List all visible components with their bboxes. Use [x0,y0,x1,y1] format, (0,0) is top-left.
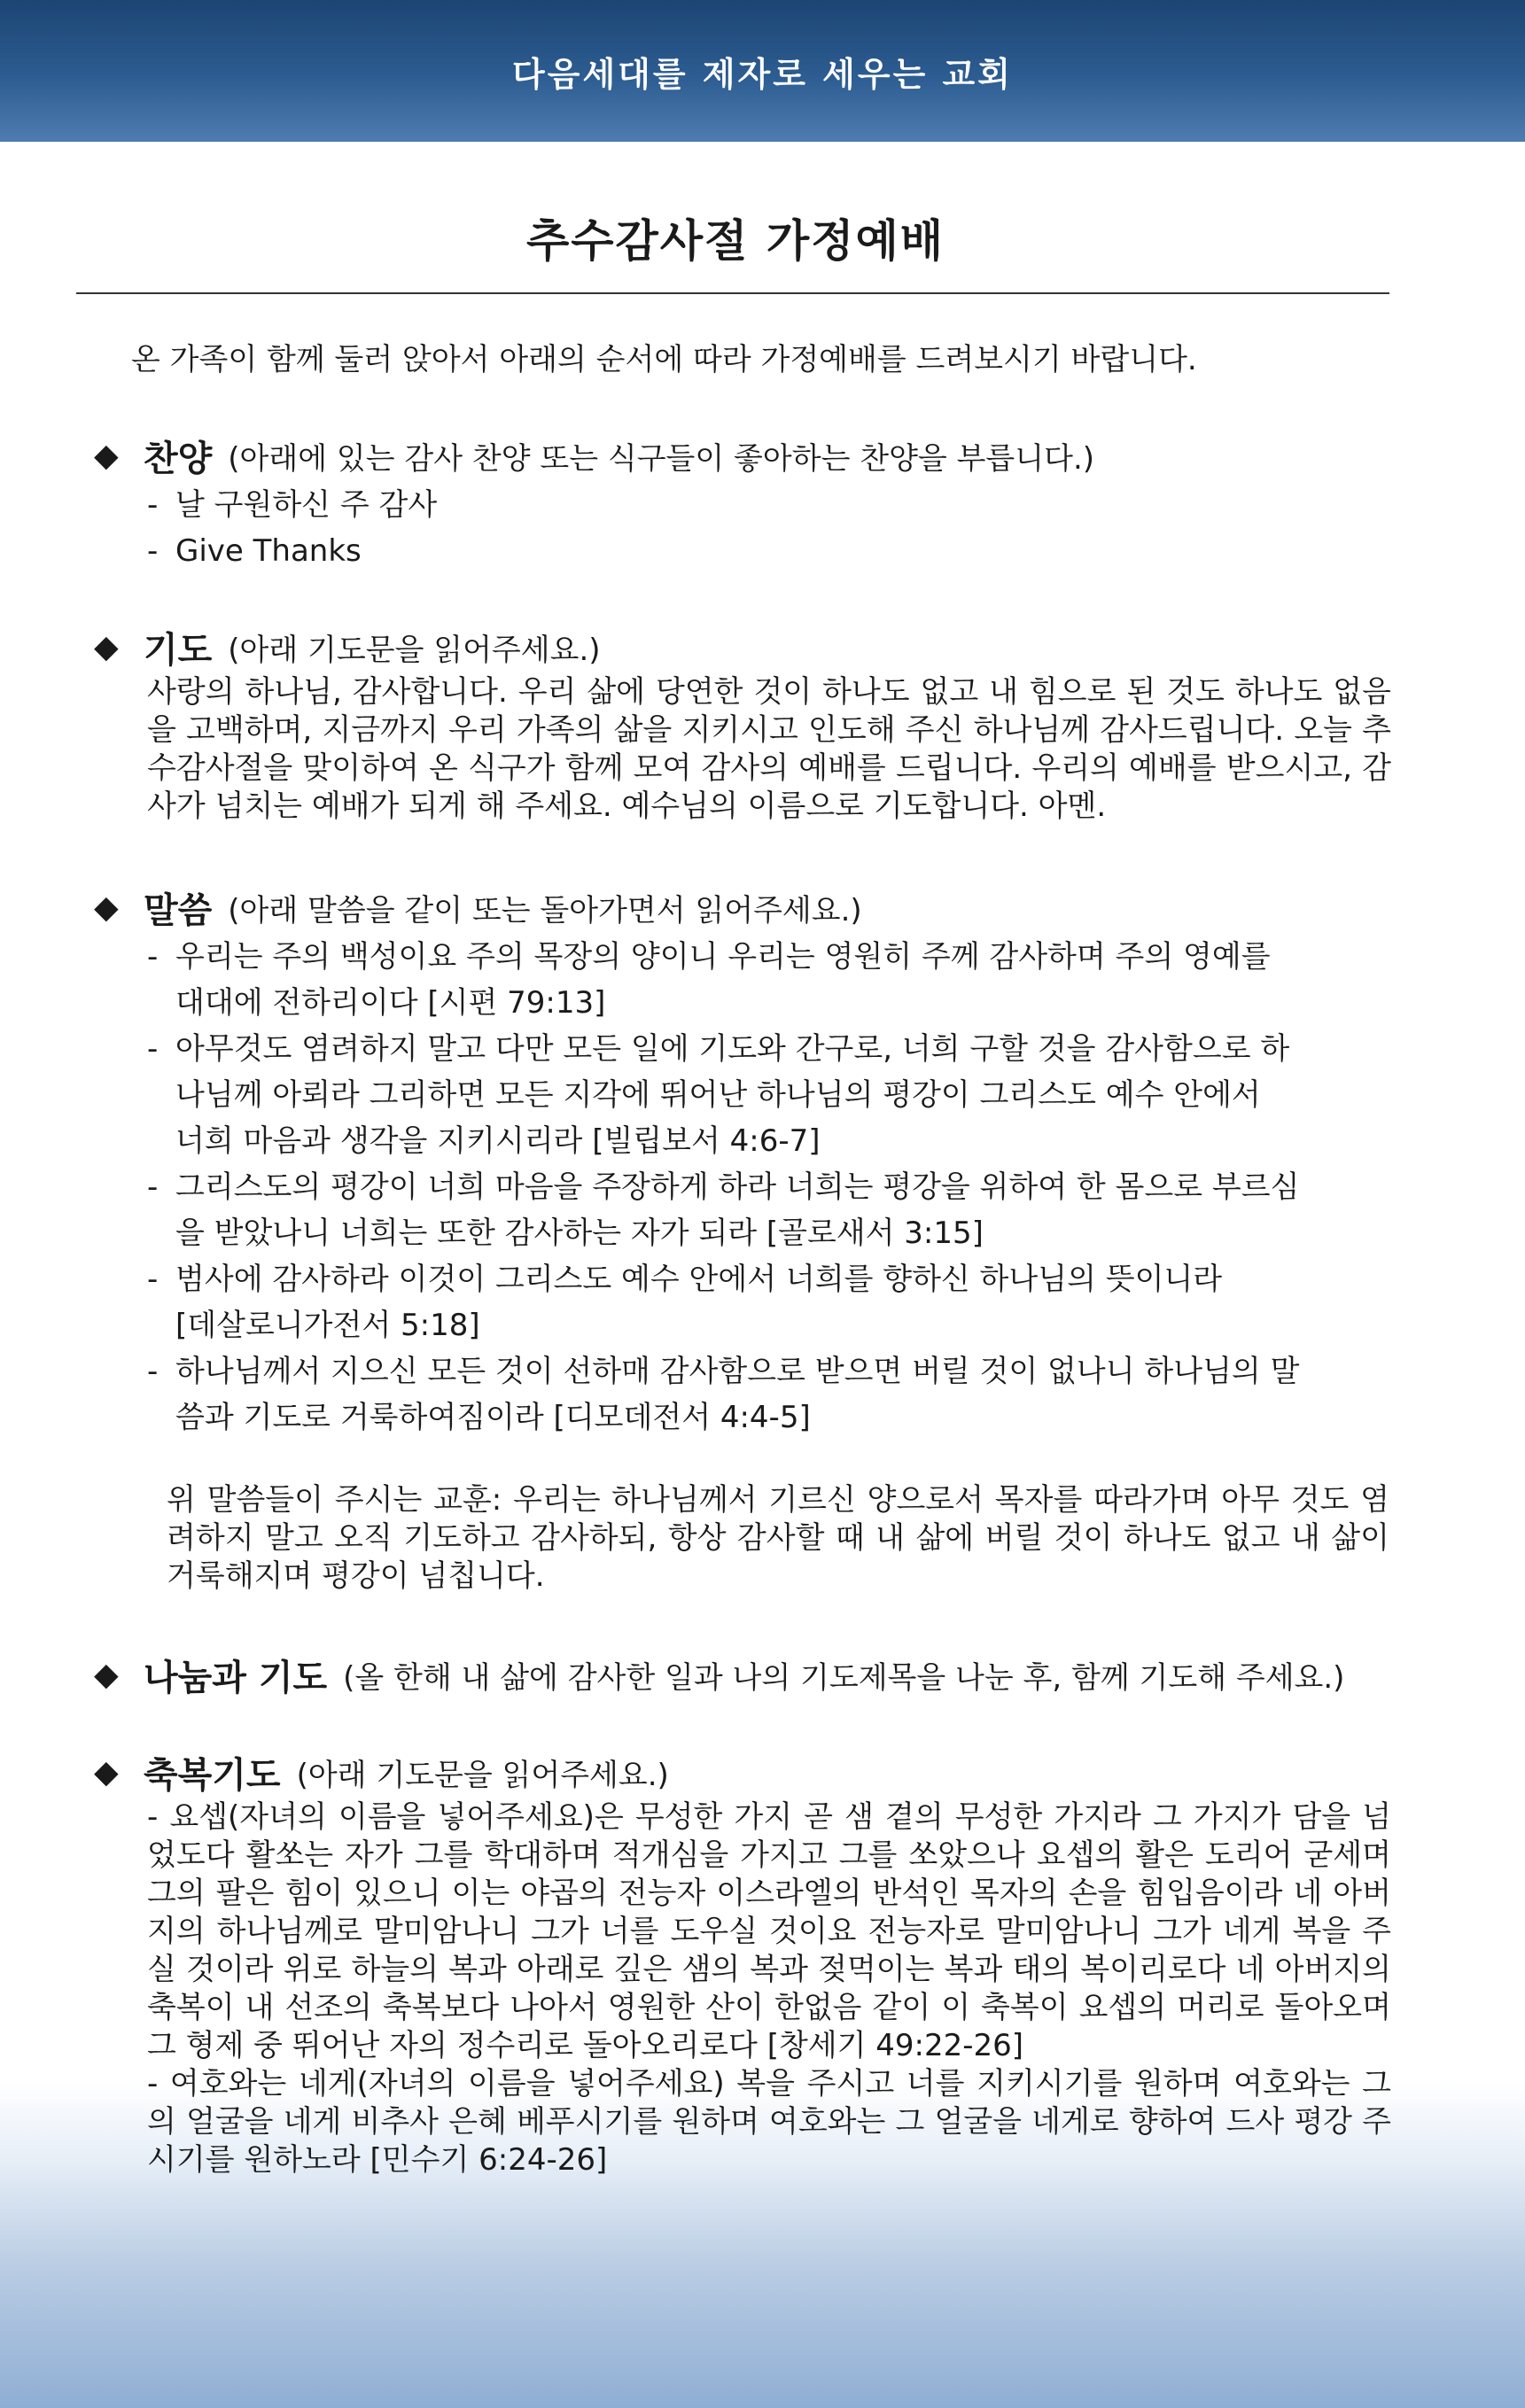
list-item [147,528,1391,574]
verse-line: 하나님께서 지으신 모든 것이 선하매 감사함으로 받으면 버릴 것이 없나니 하나님의 말 [175,1354,1300,1389]
blessing-list [147,1798,1391,2179]
verse-item [147,1026,1391,1164]
hymn-title: Give Thanks [175,533,362,569]
section-header [94,1745,1391,1798]
section-blessing [94,1745,1391,2179]
verse-line: 나님께 아뢰라 그리하면 모든 지각에 뛰어난 하나님의 평강이 그리스도 예수 안에서 [175,1077,1261,1113]
section-header [94,429,1391,482]
dash-bullet: - [147,1031,159,1067]
prayer-text: 사랑의 하나님, 감사합니다. 우리 삶에 당연한 것이 하나도 없고 내 힘으로 된 것도 하나도 없음을 고백하며, 지금까지 우리 가족의 삶을 지키시고 인도해 주신 하나님께 감사드립니다. 오늘 추수감사절을 맞이하여 온 식구가 함께 모여 감사의 예배를 드립니다. 우리의 예배를 받으시고, 감사가 넘치는 예배가 되게 해 주세요. 예수님의 이름으로 기도합니다. 아멘. [147,674,1391,824]
verse-item [147,1348,1391,1441]
diamond-bullet-icon: ◆ [94,437,119,474]
verse-line: 범사에 감사하라 이것이 그리스도 예수 안에서 너희를 향하신 하나님의 뜻이니라 [175,1262,1223,1297]
section-title: 찬양 [144,438,213,479]
list-item [147,482,1391,528]
section-header [94,620,1391,673]
dash-bullet: - [147,1354,159,1389]
verse-item [147,934,1391,1026]
verse-line: 씀과 기도로 거룩하여짐이라 [디모데전서 4:4-5] [175,1400,811,1435]
verse-item [147,1164,1391,1256]
header-band [0,0,1525,142]
dash-bullet: - [147,487,159,523]
intro-text: 온 가족이 함께 둘러 앉아서 아래의 순서에 따라 가정예배를 드려보시기 바랍니다. [131,342,1197,377]
verse-line: 우리는 주의 백성이요 주의 목장의 양이니 우리는 영원히 주께 감사하며 주의 영예를 [175,939,1271,975]
section-prayer [94,620,1391,826]
diamond-bullet-icon: ◆ [94,1656,119,1693]
verse-line: 그리스도의 평강이 너희 마음을 주장하게 하라 너희는 평강을 위하여 한 몸으로 부르심 [175,1169,1300,1205]
scripture-lesson: 위 말씀들이 주시는 교훈: 우리는 하나님께서 기르신 양으로서 목자를 따라가며 아무 것도 염려하지 말고 오직 기도하고 감사하되, 항상 감사할 때 내 삶에 버릴 것이 하나도 없고 내 삶이 거룩해지며 평강이 넘칩니다. [167,1482,1389,1594]
section-header [94,881,1391,934]
verse-line: 아무것도 염려하지 말고 다만 모든 일에 기도와 간구로, 너희 구할 것을 감사함으로 하 [175,1031,1290,1067]
section-note: (아래 기도문을 읽어주세요.) [228,632,601,668]
blessing-item: - 요셉(자녀의 이름을 넣어주세요)은 무성한 가지 곧 샘 곁의 무성한 가지라 그 가지가 담을 넘었도다 활쏘는 자가 그를 학대하며 적개심을 가지고 그를 쏘았으나 요셉의 활은 도리어 굳세며 그의 팔은 힘이 있으니 이는 야곱의 전능자 이스라엘의 반석인 목자의 손을 힘입음이라 네 아버지의 하나님께로 말미암나니 그가 너를 도우실 것이요 전능자로 말미암나니 그가 네게 복을 주실 것이라 위로 하늘의 복과 아래로 깊은 샘의 복과 젖먹이는 복과 태의 복이리로다 네 아버지의 축복이 내 선조의 축복보다 나아서 영원한 산이 한없음 같이 이 축복이 요셉의 머리로 돌아오며 그 형제 중 뛰어난 자의 정수리로 돌아오리로다 [창세기 49:22-26] [147,1799,1391,2063]
section-note: (올 한해 내 삶에 감사한 일과 나의 기도제목을 나눈 후, 함께 기도해 주세요.) [343,1659,1345,1696]
section-title: 기도 [144,629,213,671]
dash-bullet: - [147,533,159,569]
section-title: 나눔과 기도 [144,1657,328,1698]
verse-line: 을 받았나니 너희는 또한 감사하는 자가 되라 [골로새서 3:15] [175,1216,984,1251]
section-note: (아래에 있는 감사 찬양 또는 식구들이 좋아하는 찬양을 부릅니다.) [228,440,1095,477]
verse-list [147,934,1391,1441]
section-word [94,881,1391,1441]
section-sharing [94,1648,1391,1701]
diamond-bullet-icon: ◆ [94,889,119,926]
praise-list [147,482,1391,574]
section-note: (아래 기도문을 읽어주세요.) [296,1757,669,1793]
section-title: 말씀 [144,889,213,931]
verse-line: [데살로니가전서 5:18] [175,1308,480,1343]
verse-line: 너희 마음과 생각을 지키시리라 [빌립보서 4:6-7] [175,1123,821,1159]
dash-bullet: - [147,1262,159,1297]
church-motto: 다음세대를 제자로 세우는 교회 [512,54,1013,94]
hymn-title: 날 구원하신 주 감사 [175,487,438,523]
section-header [94,1648,1391,1701]
section-praise [94,429,1391,574]
verse-line: 대대에 전하리이다 [시편 79:13] [175,985,606,1021]
dash-bullet: - [147,1169,159,1205]
verse-item [147,1256,1391,1348]
section-note: (아래 말씀을 같이 또는 돌아가면서 읽어주세요.) [228,892,862,928]
diamond-bullet-icon: ◆ [94,628,119,665]
section-title: 축복기도 [144,1754,281,1796]
diamond-bullet-icon: ◆ [94,1753,119,1790]
page-title: 추수감사절 가정예배 [525,215,945,267]
title-divider [76,292,1389,294]
blessing-item: - 여호와는 네게(자녀의 이름을 넣어주세요) 복을 주시고 너를 지키시기를 원하며 여호와는 그의 얼굴을 네게 비추사 은혜 베푸시기를 원하며 여호와는 그 얼굴을 네게로 향하여 드사 평강 주시기를 원하노라 [민수기 6:24-26] [147,2066,1391,2178]
dash-bullet: - [147,939,159,975]
